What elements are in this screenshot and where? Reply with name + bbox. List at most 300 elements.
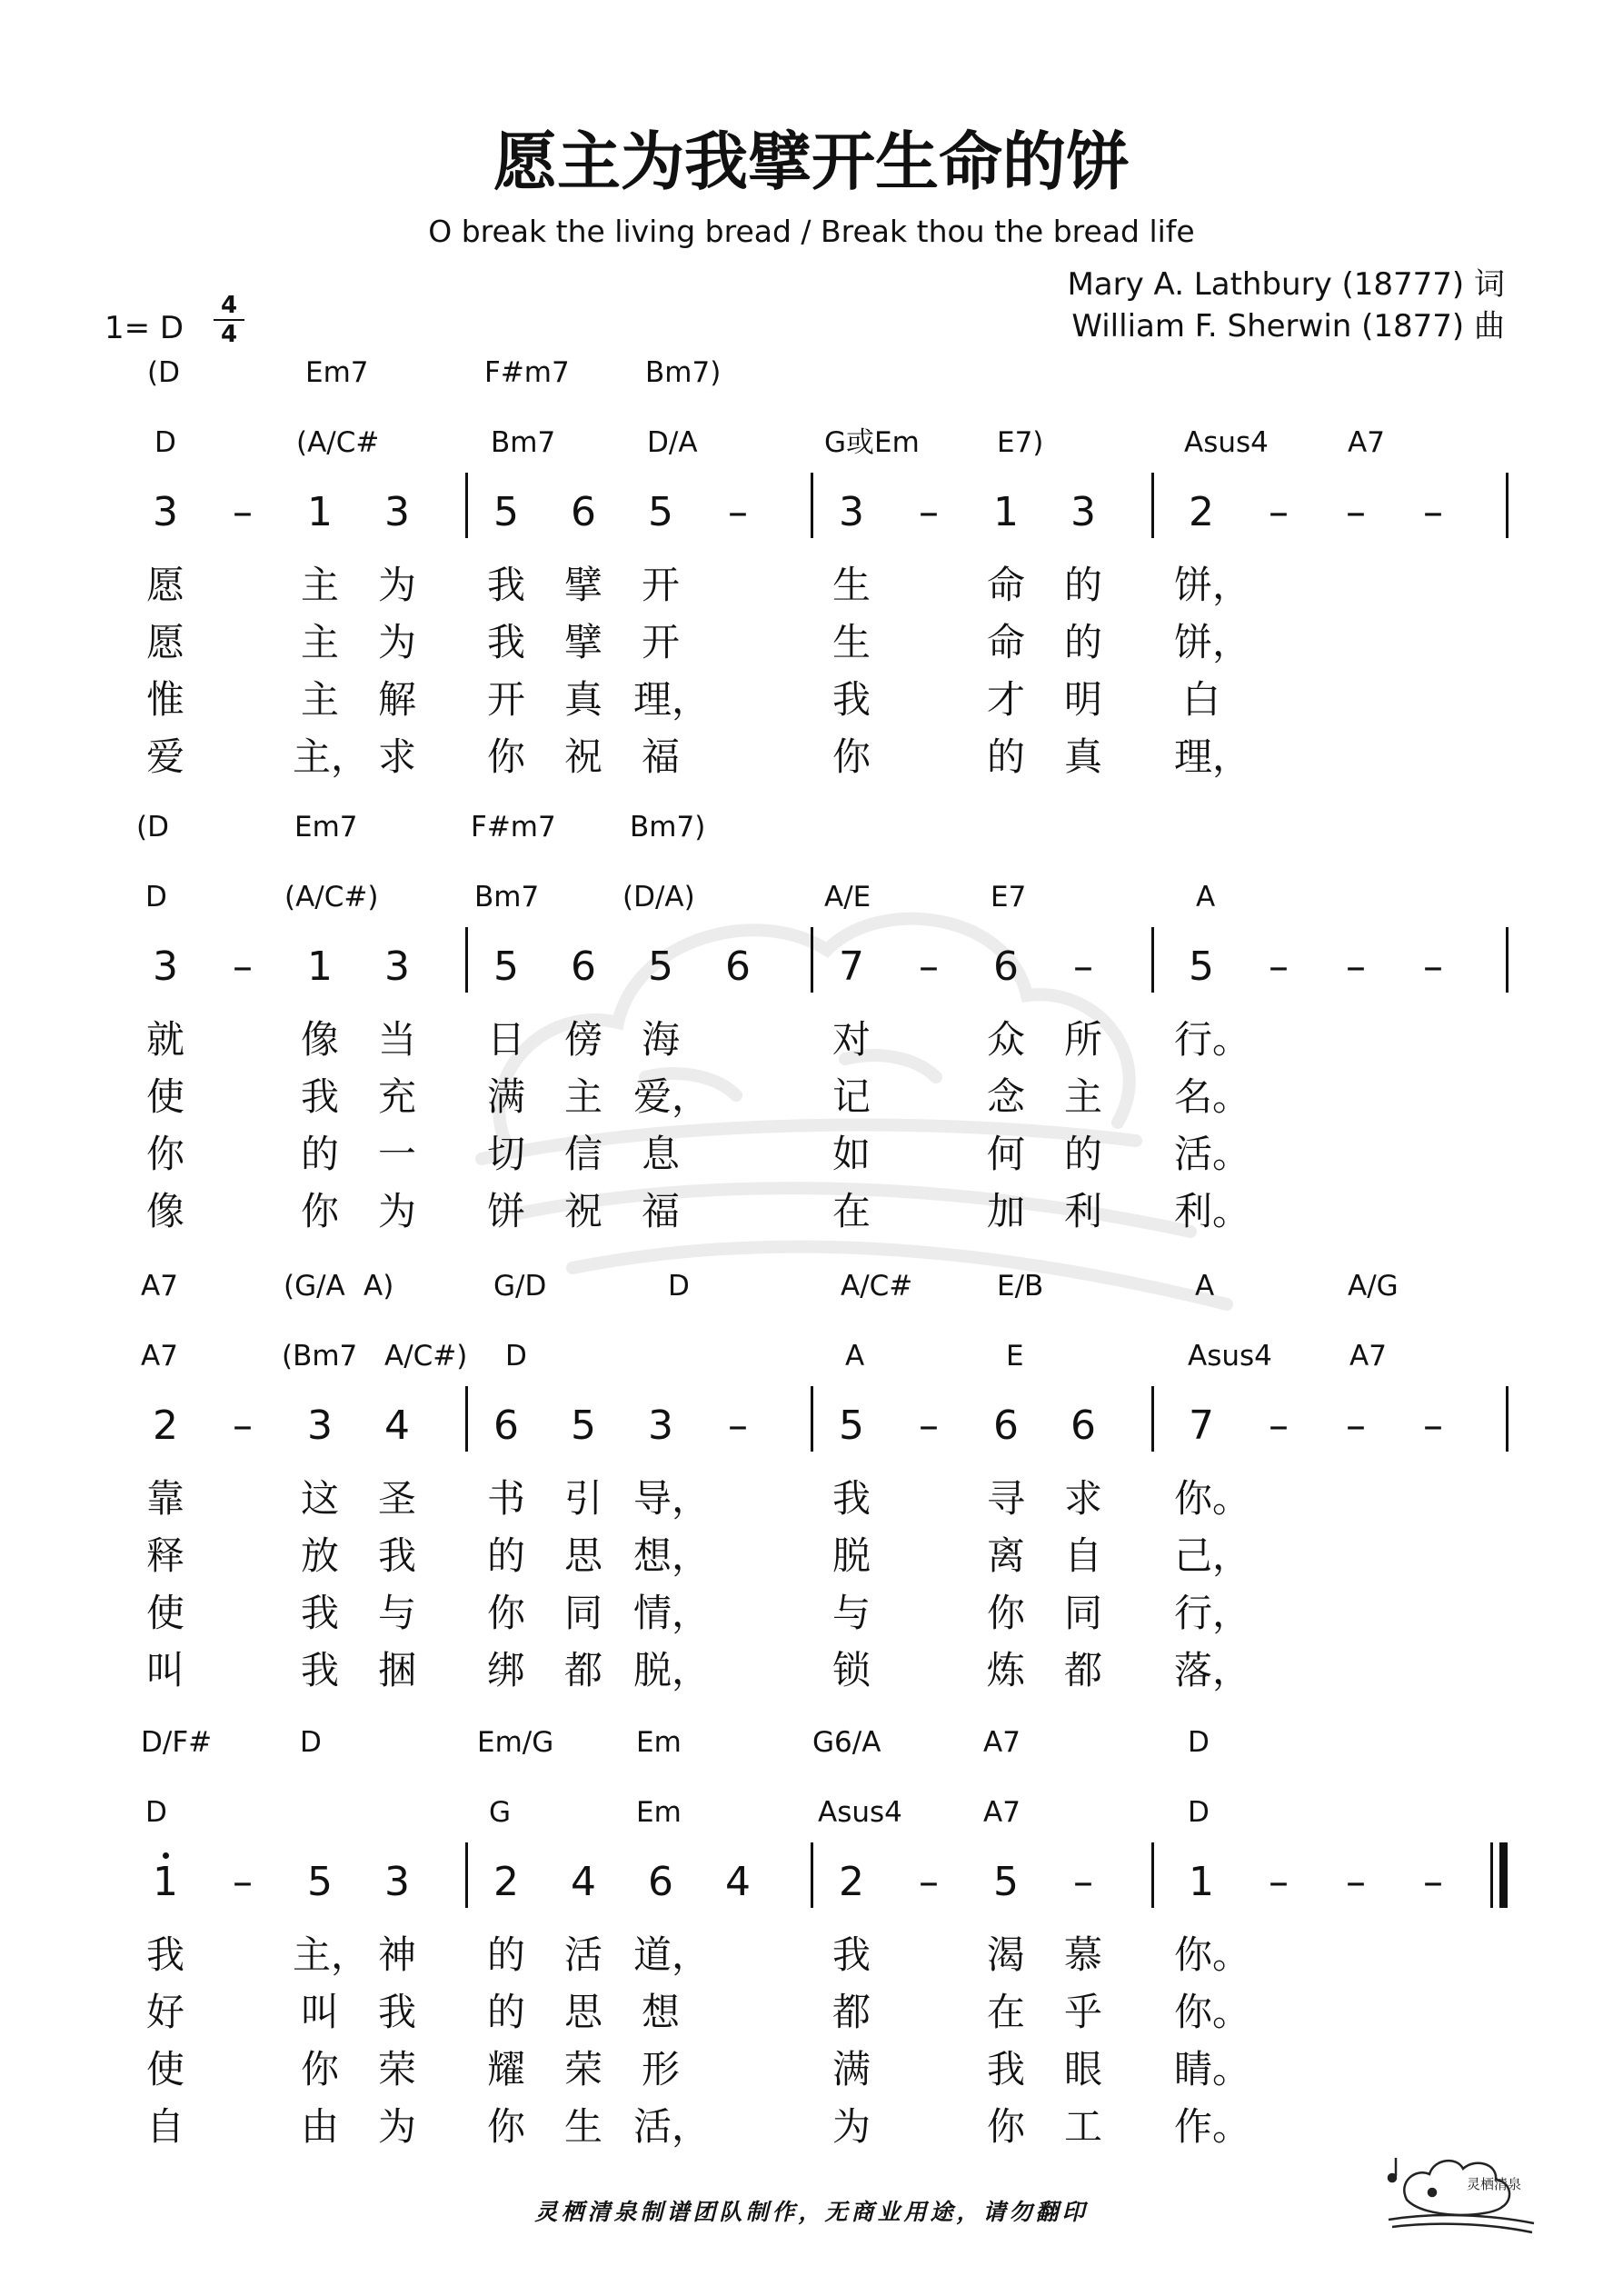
dash-hold: – [1423, 1859, 1443, 1905]
chord-label: Asus4 [818, 1796, 902, 1829]
chord-label: E7) [997, 426, 1044, 459]
lyric-char: 何 [986, 1132, 1025, 1176]
lyric-char: 思 [563, 1533, 602, 1578]
lyric-char: 同 [563, 1591, 602, 1635]
lyric-char: 由 [300, 2104, 339, 2149]
chord-label: D [145, 1796, 167, 1829]
jianpu-note: 5 [839, 1403, 864, 1449]
chord-label: G或Em [824, 426, 920, 459]
lyric-char: 捆 [377, 1648, 416, 1692]
time-signature [214, 294, 244, 346]
lyric-char: 祝 [563, 1189, 602, 1233]
chord-label: A7 [1348, 426, 1385, 459]
jianpu-note: 5 [1189, 943, 1214, 990]
lyric-char: 书 [486, 1476, 525, 1521]
chord-label: G6/A [812, 1726, 881, 1759]
dash-hold: – [728, 1403, 748, 1449]
bar-line [1151, 1386, 1154, 1452]
lyric-char: 放 [300, 1533, 339, 1578]
lyric-char: 我 [300, 1074, 339, 1119]
page-subtitle: O break the living bread / Break thou the bread life [428, 214, 1195, 249]
lyric-char: 开 [641, 563, 680, 607]
lyric-char: 主 [1063, 1074, 1102, 1119]
jianpu-note: 2 [839, 1859, 864, 1905]
dash-hold: – [919, 1403, 939, 1449]
chord-label: A [845, 1340, 865, 1373]
jianpu-note: 6 [993, 943, 1019, 990]
lyric-char: 饼， [1174, 563, 1251, 607]
chord-label: Em/G [477, 1726, 554, 1759]
jianpu-note: 1 [307, 943, 333, 990]
lyric-char: 所 [1063, 1017, 1102, 1062]
lyric-char: 工 [1063, 2104, 1102, 2149]
dash-hold: – [233, 489, 253, 535]
chord-label: A/E [824, 881, 871, 913]
chord-label: F#m7 [484, 356, 570, 389]
lyric-char: 这 [300, 1476, 339, 1521]
final-bar-thin [1490, 1842, 1493, 1908]
lyric-char: 福 [641, 734, 680, 779]
lyric-char: 同 [1063, 1591, 1102, 1635]
lyric-char: 绑 [486, 1648, 525, 1692]
lyric-char: 的 [300, 1132, 339, 1176]
lyric-char: 寻 [986, 1476, 1025, 1521]
lyric-char: 慕 [1063, 1932, 1102, 1977]
chord-label: A7 [141, 1340, 178, 1373]
lyric-char: 我 [300, 1591, 339, 1635]
lyric-char: 像 [300, 1017, 339, 1062]
dash-hold: – [1073, 943, 1093, 990]
lyric-char: 己， [1174, 1533, 1251, 1578]
lyric-char: 你 [486, 2104, 525, 2149]
jianpu-note: 1 [153, 1859, 178, 1905]
lyric-char: 为 [831, 2104, 871, 2149]
chord-label: A7 [141, 1270, 178, 1303]
lyric-char: 荣 [563, 2047, 602, 2091]
lyric-char: 对 [831, 1017, 871, 1062]
lyric-char: 靠 [145, 1476, 184, 1521]
bar-line [1151, 927, 1154, 993]
chord-label: Bm7 [474, 881, 540, 913]
lyric-char: 渴 [986, 1932, 1025, 1977]
lyric-char: 的 [1063, 1132, 1102, 1176]
music-system [0, 1263, 1623, 1700]
lyric-char: 与 [831, 1591, 871, 1635]
chord-label: Em7 [305, 356, 369, 389]
jianpu-note: 1 [993, 489, 1019, 535]
lyric-char: 我 [145, 1932, 184, 1977]
lyric-char: 息 [641, 1132, 680, 1176]
lyric-char: 惟 [145, 677, 184, 722]
bar-line [811, 1842, 813, 1908]
chord-label: Bm7) [630, 811, 706, 844]
jianpu-note: 4 [725, 1859, 751, 1905]
chord-label: Bm7) [645, 356, 722, 389]
lyric-char: 神 [377, 1932, 416, 1977]
lyric-char: 离 [986, 1533, 1025, 1578]
dash-hold: – [233, 943, 253, 990]
lyric-char: 作。 [1174, 2104, 1251, 2149]
lyric-char: 祝 [563, 734, 602, 779]
jianpu-note: 7 [1189, 1403, 1214, 1449]
lyric-char: 为 [377, 1189, 416, 1233]
lyric-char: 切 [486, 1132, 525, 1176]
dash-hold: – [233, 1403, 253, 1449]
lyric-char: 名。 [1174, 1074, 1251, 1119]
bar-line [1151, 473, 1154, 538]
lyric-char: 荣 [377, 2047, 416, 2091]
chord-label: Bm7 [491, 426, 556, 459]
lyric-char: 你 [486, 1591, 525, 1635]
octave-dot [163, 1852, 169, 1859]
chord-label: Em7 [294, 811, 358, 844]
lyric-char: 明 [1063, 677, 1102, 722]
lyric-char: 求 [1063, 1476, 1102, 1521]
lyric-char: 一 [377, 1132, 416, 1176]
lyric-char: 就 [145, 1017, 184, 1062]
lyric-char: 主 [300, 677, 339, 722]
lyric-char: 我 [831, 677, 871, 722]
lyric-char: 思 [563, 1990, 602, 2034]
lyric-char: 主 [300, 620, 339, 664]
chord-label: D [505, 1340, 527, 1373]
chord-label: Asus4 [1184, 426, 1269, 459]
lyric-char: 行， [1174, 1591, 1251, 1635]
jianpu-note: 6 [725, 943, 751, 990]
jianpu-note: 3 [839, 489, 864, 535]
bar-line [1506, 473, 1508, 538]
bar-line [811, 473, 813, 538]
lyric-char: 道， [633, 1932, 711, 1977]
chord-label: E [1006, 1340, 1024, 1373]
jianpu-note: 6 [993, 1403, 1019, 1449]
jianpu-note: 3 [307, 1403, 333, 1449]
music-system [0, 350, 1623, 786]
lyric-char: 叫 [145, 1648, 184, 1692]
lyric-char: 命 [986, 620, 1025, 664]
lyric-char: 情， [633, 1591, 711, 1635]
lyric-char: 饼， [1174, 620, 1251, 664]
lyric-char: 解 [377, 677, 416, 722]
lyric-char: 在 [986, 1990, 1025, 2034]
lyric-char: 圣 [377, 1476, 416, 1521]
lyric-char: 傍 [563, 1017, 602, 1062]
lyric-char: 的 [1063, 620, 1102, 664]
jianpu-note: 5 [307, 1859, 333, 1905]
lyric-char: 福 [641, 1189, 680, 1233]
lyric-char: 引 [563, 1476, 602, 1521]
chord-label: D [300, 1726, 322, 1759]
lyric-char: 叫 [300, 1990, 339, 2034]
lyric-char: 主 [563, 1074, 602, 1119]
lyric-char: 都 [563, 1648, 602, 1692]
lyric-char: 我 [377, 1533, 416, 1578]
lyric-char: 你。 [1174, 1990, 1251, 2034]
lyric-char: 睛。 [1174, 2047, 1251, 2091]
jianpu-note: 6 [648, 1859, 673, 1905]
lyric-char: 的 [986, 734, 1025, 779]
dash-hold: – [1073, 1859, 1093, 1905]
lyric-char: 理， [633, 677, 711, 722]
chord-label: E7 [991, 881, 1027, 913]
dash-hold: – [1269, 943, 1289, 990]
lyric-char: 行。 [1174, 1017, 1251, 1062]
dash-hold: – [1423, 1403, 1443, 1449]
chord-label: A) [363, 1270, 394, 1303]
lyric-char: 与 [377, 1591, 416, 1635]
time-signature-top: 4 [214, 294, 244, 321]
chord-label: A/C# [841, 1270, 913, 1303]
dash-hold: – [1269, 489, 1289, 535]
chord-label: Asus4 [1188, 1340, 1272, 1373]
lyric-char: 主， [293, 734, 370, 779]
jianpu-note: 3 [153, 943, 178, 990]
jianpu-note: 5 [493, 943, 519, 990]
lyric-char: 的 [486, 1533, 525, 1578]
bar-line [465, 1386, 468, 1452]
lyric-char: 锁 [831, 1648, 871, 1692]
lyric-char: 释 [145, 1533, 184, 1578]
lyric-char: 为 [377, 2104, 416, 2149]
lyric-char: 当 [377, 1017, 416, 1062]
lyric-char: 活 [563, 1932, 602, 1977]
lyric-char: 命 [986, 563, 1025, 607]
lyric-char: 开 [641, 620, 680, 664]
lyric-char: 像 [145, 1189, 184, 1233]
dash-hold: – [1423, 489, 1443, 535]
chord-label: A7 [983, 1796, 1021, 1829]
jianpu-note: 6 [571, 943, 596, 990]
jianpu-note: 4 [384, 1403, 410, 1449]
jianpu-note: 3 [153, 489, 178, 535]
lyric-char: 自 [145, 2104, 184, 2149]
chord-label: (D [147, 356, 180, 389]
lyric-char: 你。 [1174, 1476, 1251, 1521]
lyric-char: 想， [633, 1533, 711, 1578]
lyricist-credit: Mary A. Lathbury (18777) 词 [1067, 266, 1505, 303]
lyric-char: 好 [145, 1990, 184, 2034]
chord-label: F#m7 [471, 811, 556, 844]
dash-hold: – [233, 1859, 253, 1905]
jianpu-note: 6 [493, 1403, 519, 1449]
lyric-char: 的 [486, 1990, 525, 2034]
dash-hold: – [1346, 1403, 1366, 1449]
jianpu-note: 2 [1189, 489, 1214, 535]
lyric-char: 生 [831, 620, 871, 664]
music-system [0, 1720, 1623, 2156]
jianpu-note: 3 [384, 1859, 410, 1905]
dash-hold: – [1423, 943, 1443, 990]
lyric-char: 利。 [1174, 1189, 1251, 1233]
lyric-char: 脱， [633, 1648, 711, 1692]
lyric-char: 我 [986, 2047, 1025, 2091]
dash-hold: – [1346, 943, 1366, 990]
lyric-char: 爱 [145, 734, 184, 779]
lyric-char: 生 [831, 563, 871, 607]
lyric-char: 白 [1181, 677, 1220, 722]
lyric-char: 使 [145, 1074, 184, 1119]
lyric-char: 真 [1063, 734, 1102, 779]
chord-label: (D/A) [622, 881, 695, 913]
chord-label: A [1195, 1270, 1215, 1303]
time-signature-bottom: 4 [220, 321, 238, 348]
lyric-char: 为 [377, 620, 416, 664]
lyric-char: 爱， [633, 1074, 711, 1119]
lyric-char: 愿 [145, 620, 184, 664]
jianpu-note: 3 [1070, 489, 1096, 535]
lyric-char: 导， [633, 1476, 711, 1521]
jianpu-note: 4 [571, 1859, 596, 1905]
music-system [0, 804, 1623, 1241]
jianpu-note: 5 [493, 489, 519, 535]
chord-label: (A/C#) [284, 881, 379, 913]
chord-label: (G/A [284, 1270, 345, 1303]
key-signature: 1= D [105, 310, 184, 346]
lyric-char: 饼 [486, 1189, 525, 1233]
lyric-char: 众 [986, 1017, 1025, 1062]
jianpu-note: 5 [571, 1403, 596, 1449]
jianpu-note: 2 [153, 1403, 178, 1449]
jianpu-note: 1 [307, 489, 333, 535]
chord-label: (A/C# [296, 426, 380, 459]
lyric-char: 我 [377, 1990, 416, 2034]
lyric-char: 满 [486, 1074, 525, 1119]
chord-label: D [1188, 1726, 1210, 1759]
jianpu-note: 3 [648, 1403, 673, 1449]
lyric-char: 海 [641, 1017, 680, 1062]
lyric-char: 愿 [145, 563, 184, 607]
lyric-char: 眼 [1063, 2047, 1102, 2091]
lyric-char: 活， [633, 2104, 711, 2149]
sheep-logo-icon [1379, 2136, 1538, 2236]
jianpu-note: 3 [384, 489, 410, 535]
bar-line [465, 1842, 468, 1908]
lyric-char: 在 [831, 1189, 871, 1233]
chord-label: D [145, 881, 167, 913]
chord-label: D/F# [141, 1726, 213, 1759]
jianpu-note: 6 [571, 489, 596, 535]
logo-text: 灵栖清泉 [1467, 2176, 1522, 2192]
lyric-char: 加 [986, 1189, 1025, 1233]
lyric-char: 理， [1174, 734, 1251, 779]
lyric-char: 主 [300, 563, 339, 607]
bar-line [811, 1386, 813, 1452]
chord-label: Em [636, 1796, 682, 1829]
lyric-char: 念 [986, 1074, 1025, 1119]
lyric-char: 记 [831, 1074, 871, 1119]
lyric-char: 都 [831, 1990, 871, 2034]
dash-hold: – [1269, 1403, 1289, 1449]
lyric-char: 满 [831, 2047, 871, 2091]
chord-label: D [154, 426, 176, 459]
lyric-char: 你 [831, 734, 871, 779]
dash-hold: – [1346, 489, 1366, 535]
lyric-char: 脱 [831, 1533, 871, 1578]
jianpu-note: 5 [648, 943, 673, 990]
chord-label: A/G [1348, 1270, 1399, 1303]
lyric-char: 炼 [986, 1648, 1025, 1692]
dash-hold: – [1269, 1859, 1289, 1905]
composer-credit: William F. Sherwin (1877) 曲 [1071, 308, 1505, 344]
chord-label: D [668, 1270, 690, 1303]
jianpu-note: 1 [1189, 1859, 1214, 1905]
bar-line [1151, 1842, 1154, 1908]
lyric-char: 你 [486, 734, 525, 779]
chord-label: (Bm7 [282, 1340, 358, 1373]
dash-hold: – [1346, 1859, 1366, 1905]
lyric-char: 我 [831, 1476, 871, 1521]
bar-line [465, 473, 468, 538]
lyric-char: 主， [293, 1932, 370, 1977]
dash-hold: – [919, 1859, 939, 1905]
chord-label: D [1188, 1796, 1210, 1829]
lyric-char: 的 [486, 1932, 525, 1977]
lyric-char: 落， [1174, 1648, 1251, 1692]
lyric-char: 想 [641, 1990, 680, 2034]
bar-line [1506, 927, 1508, 993]
lyric-char: 利 [1063, 1189, 1102, 1233]
lyric-char: 日 [486, 1017, 525, 1062]
chord-label: A7 [983, 1726, 1021, 1759]
dash-hold: – [728, 489, 748, 535]
chord-label: A [1196, 881, 1216, 913]
lyric-char: 生 [563, 2104, 602, 2149]
lyric-char: 信 [563, 1132, 602, 1176]
lyric-char: 求 [377, 734, 416, 779]
jianpu-note: 6 [1070, 1403, 1096, 1449]
chord-label: A/C#) [384, 1340, 468, 1373]
lyric-char: 形 [641, 2047, 680, 2091]
lyric-char: 我 [300, 1648, 339, 1692]
lyric-char: 才 [986, 677, 1025, 722]
chord-label: A7 [1349, 1340, 1387, 1373]
lyric-char: 开 [486, 677, 525, 722]
lyric-char: 你 [986, 1591, 1025, 1635]
chord-label: Em [636, 1726, 682, 1759]
lyric-char: 我 [486, 620, 525, 664]
lyric-char: 你 [145, 1132, 184, 1176]
bar-line [1506, 1386, 1508, 1452]
lyric-char: 真 [563, 677, 602, 722]
lyric-char: 如 [831, 1132, 871, 1176]
lyric-char: 你 [300, 1189, 339, 1233]
footer-note: 灵栖清泉制谱团队制作，无商业用途，请勿翻印 [534, 2199, 1089, 2225]
dash-hold: – [919, 943, 939, 990]
chord-label: G/D [493, 1270, 547, 1303]
lyric-char: 我 [831, 1932, 871, 1977]
lyric-char: 我 [486, 563, 525, 607]
lyric-char: 充 [377, 1074, 416, 1119]
lyric-char: 你 [300, 2047, 339, 2091]
jianpu-note: 5 [648, 489, 673, 535]
chord-label: D/A [647, 426, 698, 459]
chord-label: G [489, 1796, 512, 1829]
lyric-char: 你。 [1174, 1932, 1251, 1977]
page-title: 愿主为我擘开生命的饼 [493, 125, 1130, 199]
lyric-char: 擘 [563, 620, 602, 664]
lyric-char: 自 [1063, 1533, 1102, 1578]
lyric-char: 耀 [486, 2047, 525, 2091]
lyric-char: 乎 [1063, 1990, 1102, 2034]
lyric-char: 使 [145, 2047, 184, 2091]
lyric-char: 都 [1063, 1648, 1102, 1692]
jianpu-note: 7 [839, 943, 864, 990]
lyric-char: 擘 [563, 563, 602, 607]
chord-label: E/B [997, 1270, 1044, 1303]
lyric-char: 活。 [1174, 1132, 1251, 1176]
jianpu-note: 2 [493, 1859, 519, 1905]
lyric-char: 为 [377, 563, 416, 607]
